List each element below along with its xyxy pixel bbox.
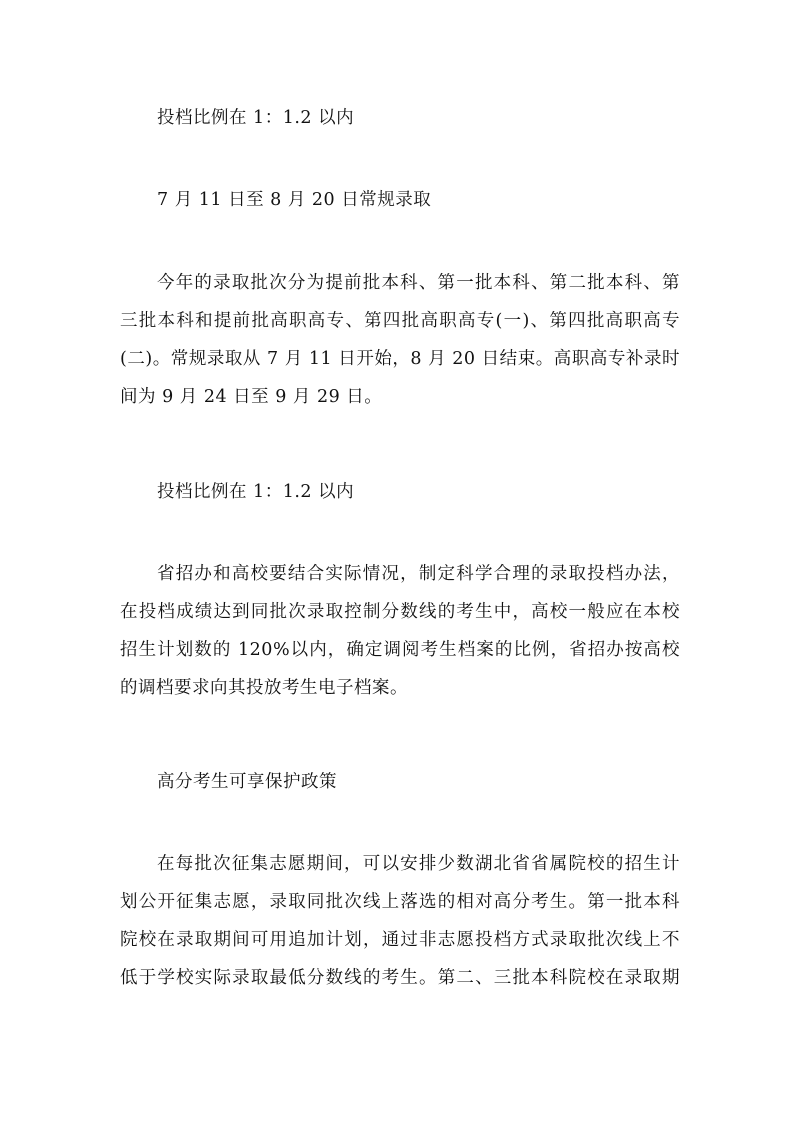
section-heading-investment-ratio-2: 投档比例在 1：1.2 以内: [157, 482, 355, 502]
paragraph-line: 院校在录取期间可用追加计划，通过非志愿投档方式录取批次线上不: [120, 930, 680, 950]
paragraph-line: 省招办和高校要结合实际情况，制定科学合理的录取投档办法，: [157, 564, 680, 584]
paragraph-line: 三批本科和提前批高职高专、第四批高职高专(一)、第四批高职高专: [120, 311, 680, 331]
paragraph-solicitation-policy: [120, 845, 680, 997]
paragraph-line: (二)。常规录取从 7 月 11 日开始，8 月 20 日结束。高职高专补录时: [120, 349, 680, 369]
paragraph-line: 在每批次征集志愿期间，可以安排少数湖北省省属院校的招生计: [157, 854, 680, 874]
paragraph-line: 今年的录取批次分为提前批本科、第一批本科、第二批本科、第: [157, 273, 680, 293]
paragraph-line: 的调档要求向其投放考生电子档案。: [120, 678, 408, 698]
paragraph-admission-batches: [120, 264, 680, 416]
section-heading-high-score-protection: 高分考生可享保护政策: [157, 772, 337, 792]
paragraph-line: 在投档成绩达到同批次录取控制分数线的考生中，高校一般应在本校: [120, 602, 680, 622]
paragraph-line: 招生计划数的 120%以内，确定调阅考生档案的比例，省招办按高校: [120, 640, 680, 660]
paragraph-line: 划公开征集志愿，录取同批次线上落选的相对高分考生。第一批本科: [120, 892, 680, 912]
section-heading-regular-admission: 7 月 11 日至 8 月 20 日常规录取: [157, 190, 432, 210]
section-heading-investment-ratio: 投档比例在 1：1.2 以内: [157, 108, 355, 128]
paragraph-line: 间为 9 月 24 日至 9 月 29 日。: [120, 387, 383, 407]
paragraph-line: 低于学校实际录取最低分数线的考生。第二、三批本科院校在录取期: [120, 968, 680, 988]
paragraph-admission-method: [120, 555, 680, 707]
